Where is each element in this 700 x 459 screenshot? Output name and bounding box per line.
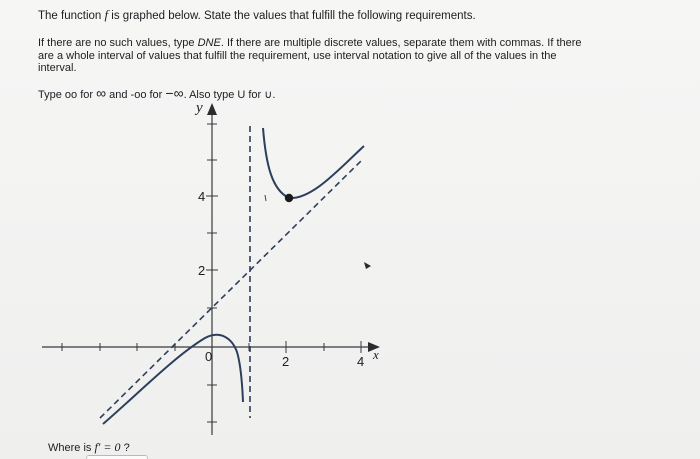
answer-input[interactable]	[86, 455, 148, 459]
question-suffix: ?	[120, 442, 130, 454]
y-axis-arrowhead	[207, 103, 217, 115]
slant-asymptote	[100, 160, 365, 418]
rules-text-1: If there are no such values, type	[38, 37, 198, 49]
union-symbol: ∪	[264, 89, 273, 101]
type-hint-text-2: and -oo for	[106, 89, 166, 101]
y-tick-label-2: 2	[198, 263, 206, 278]
intro-text-start: The function	[38, 10, 105, 22]
question-prefix: Where is	[48, 442, 95, 454]
function-symbol: f	[104, 7, 109, 22]
infinity-symbol: ∞	[96, 85, 107, 101]
left-branch-curve	[103, 335, 243, 424]
local-minimum-point	[285, 194, 293, 202]
origin-label: 0	[205, 349, 213, 364]
neg-infinity-symbol: −∞	[165, 85, 184, 101]
right-branch-curve	[263, 128, 364, 198]
type-hint-text-4: .	[272, 89, 276, 101]
x-tick-label-4: 4	[357, 354, 365, 369]
axes	[42, 110, 372, 435]
x-tick-label-2: 2	[282, 354, 290, 369]
y-tick-label-4: 4	[198, 189, 206, 204]
small-arrow-mark	[364, 262, 371, 269]
intro-text-end: is graphed below. State the values that fulfill the following requirements.	[108, 10, 476, 22]
stray-mark	[265, 195, 266, 201]
rules-text-2: . If there are multiple discrete values, separate them with commas. If there are a whole interval of values that fulfill the requirement, use interval notation to give all of the values in the interval.	[38, 37, 582, 74]
question-expression: f′ = 0	[94, 440, 121, 454]
rules-dne: DNE	[197, 37, 221, 49]
y-axis-label: y	[196, 100, 203, 116]
x-axis-label: x	[373, 347, 379, 362]
type-hint-text-3: . Also type U for	[183, 89, 265, 101]
type-hint-text-1: Type oo for	[38, 89, 97, 101]
question-derivative-zero	[48, 440, 130, 455]
